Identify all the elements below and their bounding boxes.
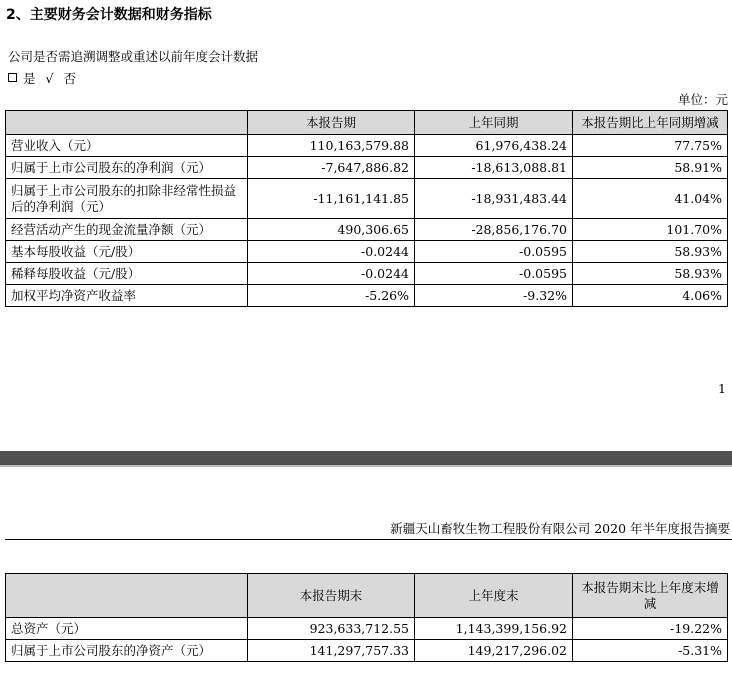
row-label: 加权平均净资产收益率 bbox=[6, 285, 248, 307]
cell-current: -11,161,141.85 bbox=[248, 179, 415, 219]
header-blank-cell bbox=[6, 111, 248, 135]
header-rule bbox=[5, 539, 732, 540]
row-label: 基本每股收益（元/股） bbox=[6, 241, 248, 263]
cell-prior: -9.32% bbox=[415, 285, 573, 307]
cell-current: -0.0244 bbox=[248, 241, 415, 263]
option-yes: 是 bbox=[23, 71, 36, 86]
cell-change: 58.93% bbox=[573, 263, 728, 285]
cell-prior: -0.0595 bbox=[415, 263, 573, 285]
cell-current: 110,163,579.88 bbox=[248, 135, 415, 157]
table-row bbox=[6, 157, 728, 179]
row-label: 经营活动产生的现金流量净额（元） bbox=[6, 219, 248, 241]
cell-current: -7,647,886.82 bbox=[248, 157, 415, 179]
cell-change: -5.31% bbox=[573, 640, 728, 662]
cell-current: 490,306.65 bbox=[248, 219, 415, 241]
table-row bbox=[6, 219, 728, 241]
cell-current: -5.26% bbox=[248, 285, 415, 307]
row-label: 总资产（元） bbox=[6, 618, 248, 640]
assets-table bbox=[5, 573, 728, 662]
header-current-period: 本报告期 bbox=[248, 111, 415, 135]
cell-change: 58.91% bbox=[573, 157, 728, 179]
row-label: 归属于上市公司股东的净资产（元） bbox=[6, 640, 248, 662]
header-change: 本报告期比上年同期增减 bbox=[573, 111, 728, 135]
header-prior-year-end: 上年度末 bbox=[415, 574, 573, 618]
cell-prior: -0.0595 bbox=[415, 241, 573, 263]
header-period-end: 本报告期末 bbox=[248, 574, 415, 618]
option-no: 否 bbox=[63, 71, 76, 86]
cell-prior: 149,217,296.02 bbox=[415, 640, 573, 662]
header-blank-cell bbox=[6, 574, 248, 618]
cell-change: 4.06% bbox=[573, 285, 728, 307]
cell-prior: 1,143,399,156.92 bbox=[415, 618, 573, 640]
table-header-row bbox=[6, 574, 728, 618]
row-label: 归属于上市公司股东的扣除非经常性损益后的净利润（元） bbox=[6, 179, 248, 219]
table-row bbox=[6, 640, 728, 662]
checkbox-icon bbox=[8, 73, 17, 82]
section-heading: 2、主要财务会计数据和财务指标 bbox=[6, 7, 212, 23]
page-break-shadow bbox=[0, 465, 732, 467]
running-header: 新疆天山畜牧生物工程股份有限公司 2020 年半年度报告摘要 bbox=[390, 521, 730, 536]
table-row bbox=[6, 179, 728, 219]
cell-prior: -18,931,483.44 bbox=[415, 179, 573, 219]
row-label: 稀释每股收益（元/股） bbox=[6, 263, 248, 285]
page-break-bar bbox=[0, 451, 732, 465]
row-label: 营业收入（元） bbox=[6, 135, 248, 157]
cell-current: -0.0244 bbox=[248, 263, 415, 285]
table-row bbox=[6, 618, 728, 640]
header-change: 本报告期末比上年度末增减 bbox=[573, 574, 728, 618]
cell-change: 41.04% bbox=[573, 179, 728, 219]
cell-current: 141,297,757.33 bbox=[248, 640, 415, 662]
cell-prior: 61,976,438.24 bbox=[415, 135, 573, 157]
key-financial-data-table bbox=[5, 110, 728, 307]
unit-label: 单位：元 bbox=[677, 92, 728, 107]
table-row bbox=[6, 241, 728, 263]
cell-change: -19.22% bbox=[573, 618, 728, 640]
restate-question: 公司是否需追溯调整或重述以前年度会计数据 bbox=[8, 49, 259, 64]
cell-prior: -18,613,088.81 bbox=[415, 157, 573, 179]
header-prior-period: 上年同期 bbox=[415, 111, 573, 135]
checkmark-icon: √ bbox=[45, 71, 54, 86]
cell-change: 77.75% bbox=[573, 135, 728, 157]
cell-prior: -28,856,176.70 bbox=[415, 219, 573, 241]
row-label: 归属于上市公司股东的净利润（元） bbox=[6, 157, 248, 179]
table-row bbox=[6, 285, 728, 307]
cell-change: 58.93% bbox=[573, 241, 728, 263]
table-header-row bbox=[6, 111, 728, 135]
cell-current: 923,633,712.55 bbox=[248, 618, 415, 640]
cell-change: 101.70% bbox=[573, 219, 728, 241]
page-number: 1 bbox=[718, 381, 726, 396]
restate-options bbox=[8, 69, 76, 87]
table-row bbox=[6, 263, 728, 285]
table-row bbox=[6, 135, 728, 157]
